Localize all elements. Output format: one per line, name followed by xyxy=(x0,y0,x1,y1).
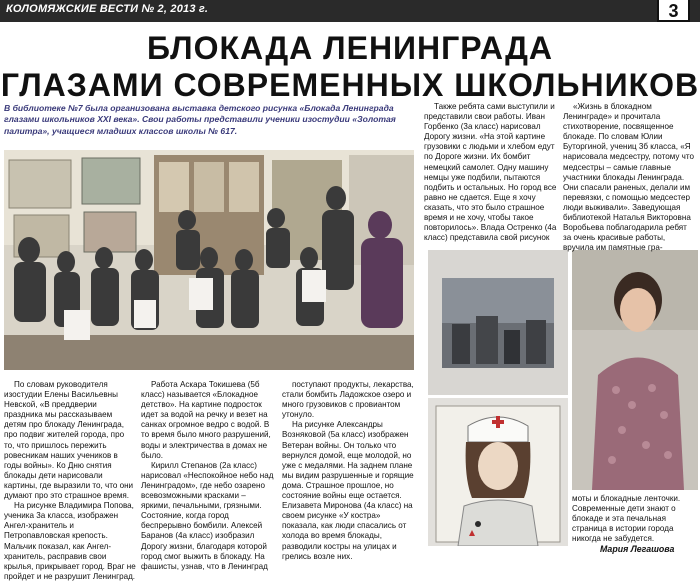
headline-line-2: ГЛАЗАМИ СОВРЕМЕННЫХ ШКОЛЬНИКОВ xyxy=(0,67,700,103)
author-signature: Мария Легашова xyxy=(600,544,675,554)
article-paragraph: Также ребята сами выступили и представили свои работы. Иван Горбенко (3а класс) нарисовал Дорогу жизни. «На этой картине грузовики с людьми и хлебом едут по Дороге жизни. Их бомбит немецкий самолет. Одну машину немцы уже подбили, пытаются подбить и остальных. Но город все равно не сдается. Еще я хочу сказать, что это было страшное время и не хочу, чтобы такое повторилось». Влада Остренко (4а класс) представила свой рисунок xyxy=(424,102,557,243)
group-photo xyxy=(4,150,414,370)
column-5 xyxy=(563,102,697,253)
column-4 xyxy=(424,102,558,243)
drawing-nurse-photo xyxy=(428,398,568,546)
article-paragraph: «Жизнь в блокадном Ленинграде» и прочитала стихотворение, посвященное блокаде. По словам Юлии Буторгиной, учениц 3б класса, «Я нарисовала медсестру, потому что медсестры – самые главные участники блокады Ленинграда. Они спасали раненых, делали им перевязки, с помощью медсестер люди выживали». Заведующая библиотекой Наталья Викторовна Воробьева поблагодарила ребят за очень красивые работы, вручила им памятные гра- xyxy=(563,102,694,253)
article-paragraph: поступают продукты, лекарства, стали бомбить Ладожское озеро и много грузовиков с провиантом утонуло. xyxy=(282,380,414,420)
column-6 xyxy=(572,494,698,544)
article-paragraph: моты и блокадные ленточки. Современные дети знают о блокаде и эта печальная страница в истории города никогда не забудется. xyxy=(572,494,681,544)
article-paragraph: На рисунке Владимира Попова, ученика 3а класса, изображен Ангел-хранитель и Петропавловская крепость. Мальчик показал, как Ангел-хранитель, расправив свои крылья, прикрывает город. Враг не пройдет и не разрушит Ленинград. xyxy=(4,501,136,581)
article-paragraph: По словам руководителя изостудии Елены Васильевны Невской, «В преддверии праздника мы рассказываем детям про блокаду Ленинграда, про подвиг жителей города, про то, что пришлось пережить ровесникам наших учеников в годы войны». Ко Дню снятия блокады дети нарисовали картины, где выразили то, что они думают про это страшное время. xyxy=(4,380,134,501)
student-girl-photo xyxy=(572,250,698,490)
publication-name: КОЛОМЯЖСКИЕ ВЕСТИ № 2, 2013 г. xyxy=(6,3,209,15)
lead-paragraph: В библиотеке №7 была организована выставка детского рисунка «Блокада Ленинграда глазами школьников XXI века». Свои работы представили ученики изостудии «Золотая палитра», учащиеся младших классов школы № 617. xyxy=(4,103,396,136)
headline-line-1: БЛОКАДА ЛЕНИНГРАДА xyxy=(146,30,554,66)
article-paragraph: Кирилл Степанов (2а класс) нарисовал «Неспокойное небо над Ленинградом», где небо озарено всевозможными красками – яркими, печальными, грязными. Состояние, когда город беспрерывно бомбили. Алексей Баранов (4а класс) изобразил Дорогу жизни, благодаря которой город смог выжить в блокаду. На фашисты, узнав, что в Ленинград xyxy=(141,460,274,571)
column-3 xyxy=(282,380,418,562)
article-paragraph: На рисунке Александры Возняковой (5а класс) изображен Ветеран войны. Он только что вернулся домой, еще молодой, но уже с медалями. На заднем плане мы видим разрушенные и горящие дома. Страшное прошлое, но состояние войны еще остается. Елизавета Миронова (4а класс) на своем рисунке «У костра» показала, как люди спасались от холода во время блокады, разводили костры на улицах и грелись возле них. xyxy=(282,420,414,561)
column-2 xyxy=(141,380,277,572)
drawing-cityscape-photo xyxy=(428,250,568,395)
headline xyxy=(0,30,700,104)
article-paragraph: Работа Аскара Токишева (5б класс) называется «Блокадное детство». На картине подросток идет за водой на речку и везет на санках огромное ведро с водой. В то время было много разрушений, воды и электричества в домах не было. xyxy=(141,380,271,460)
page-number: 3 xyxy=(657,0,690,22)
column-1 xyxy=(4,380,136,582)
